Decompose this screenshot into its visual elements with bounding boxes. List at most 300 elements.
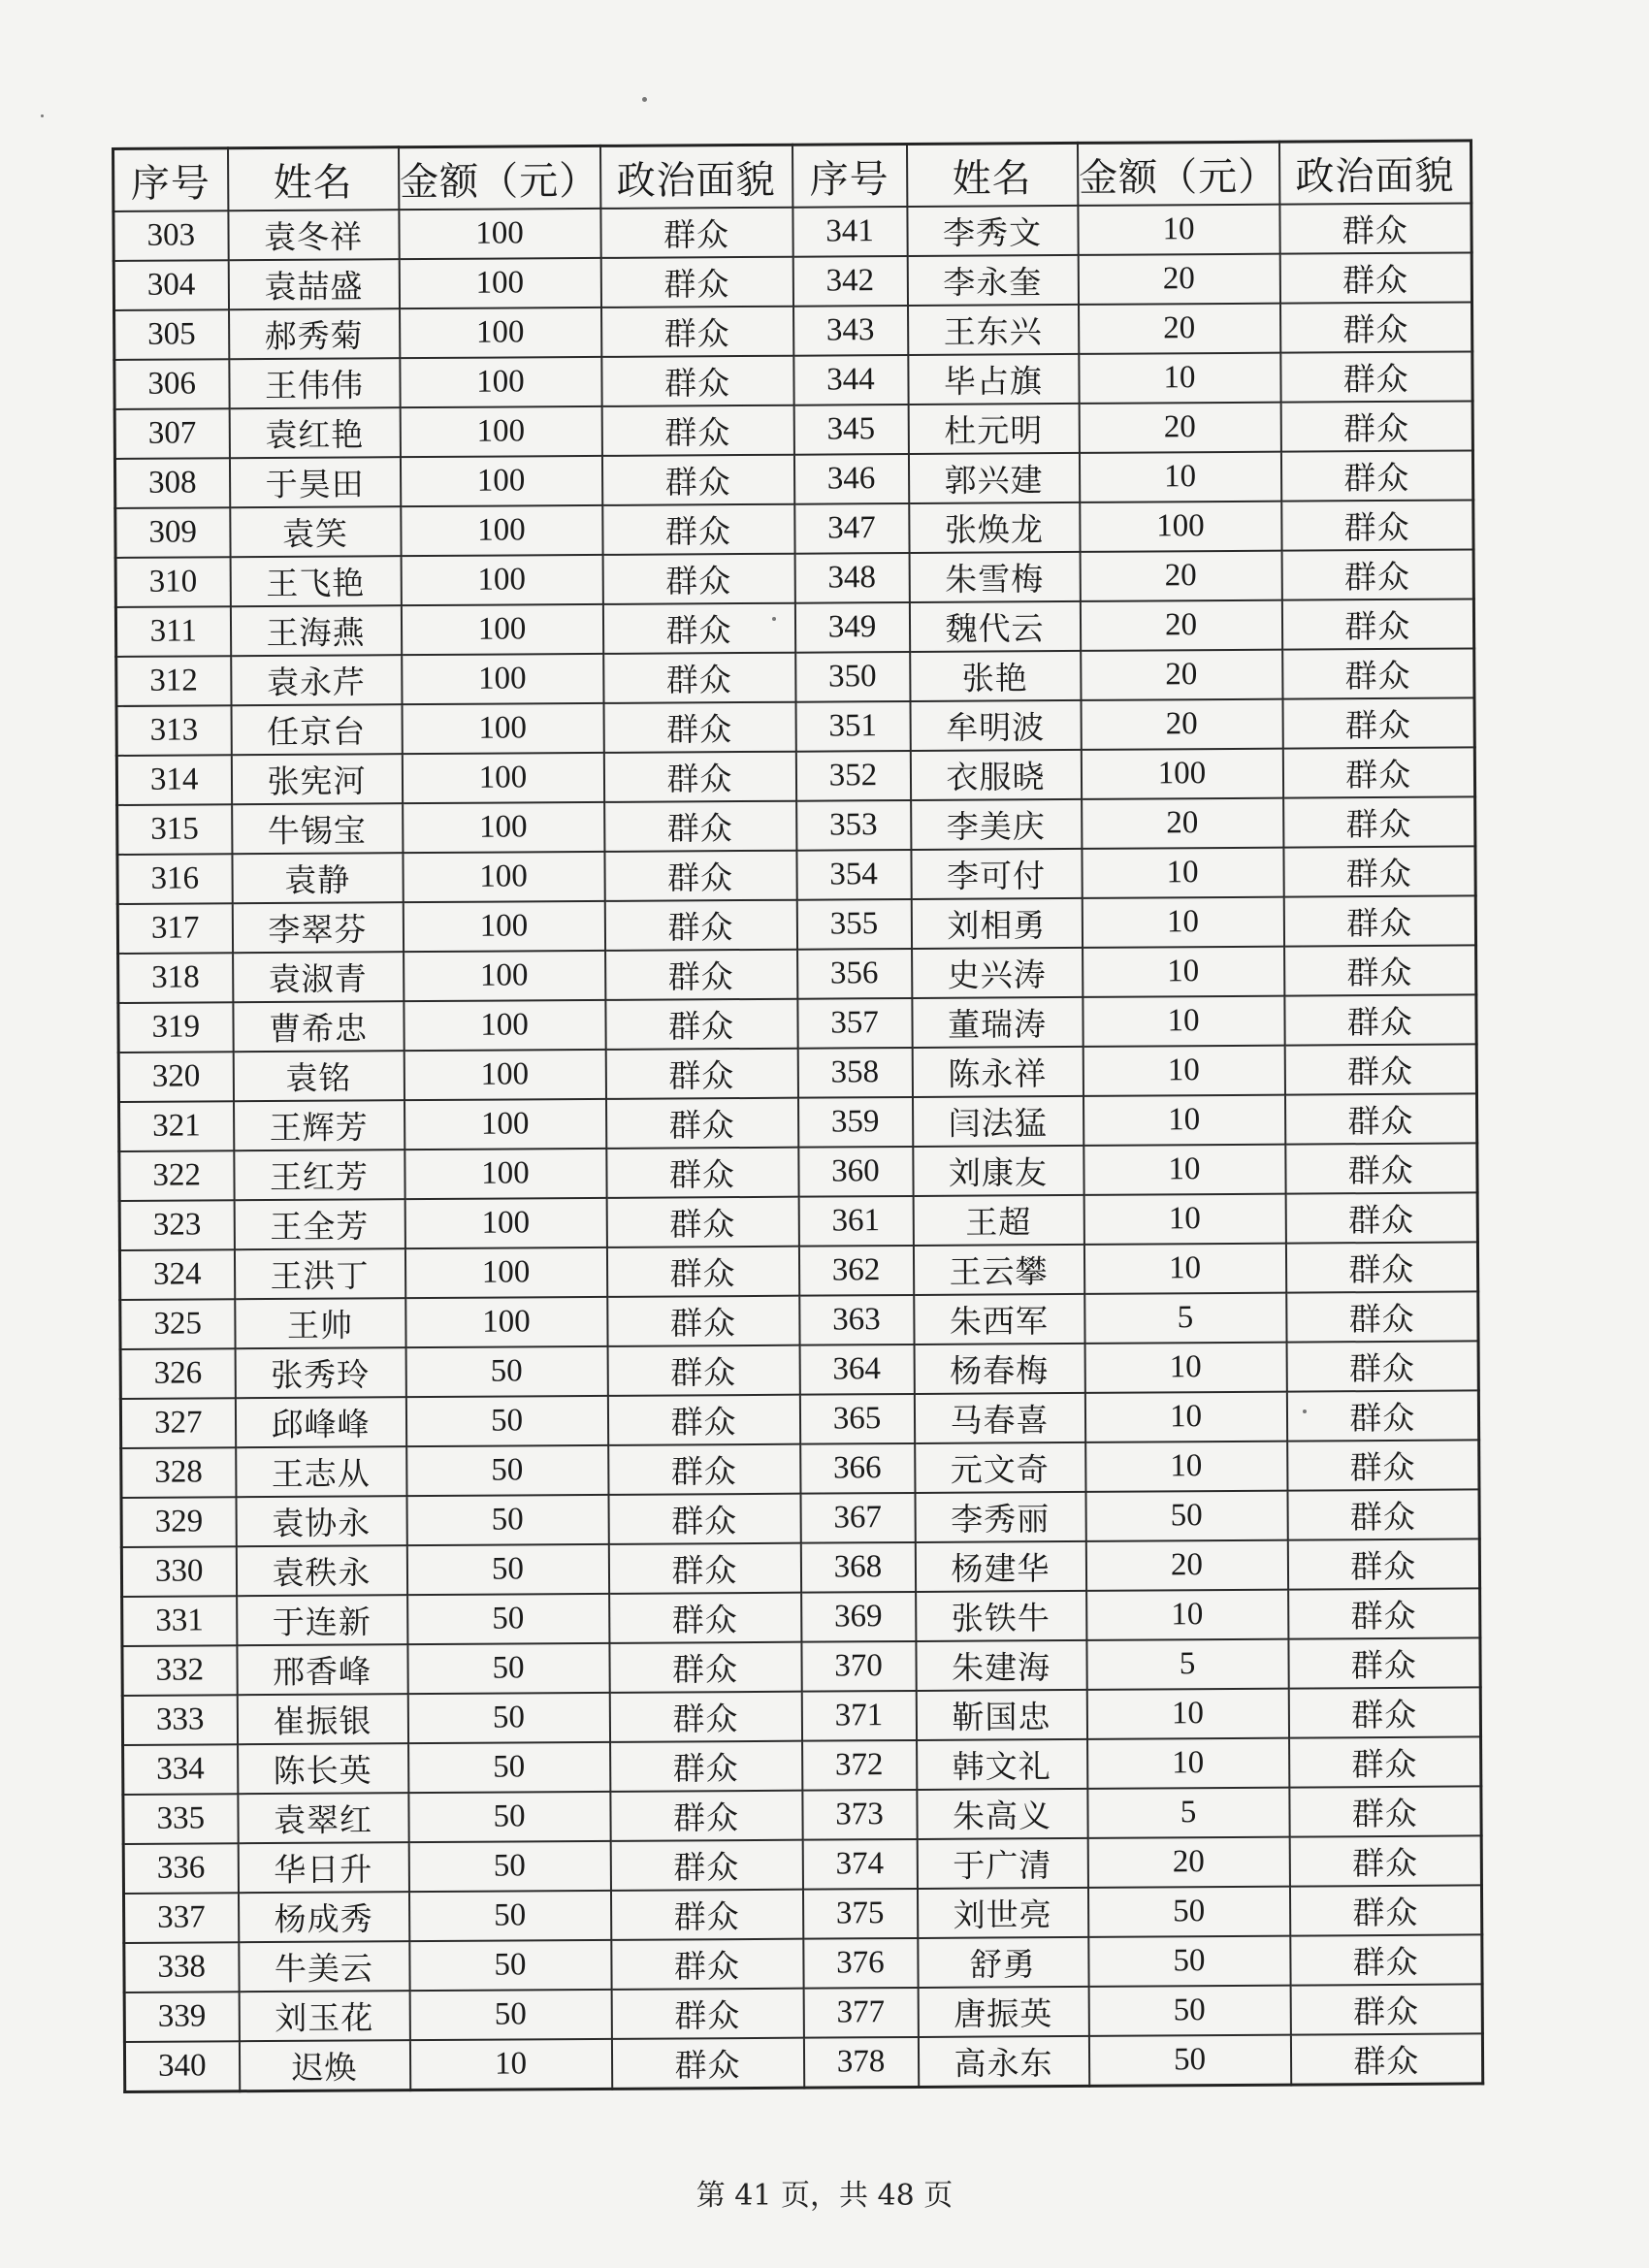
right-name-cell: 刘世亮 [917, 1888, 1087, 1938]
right-amount-cell: 20 [1080, 600, 1281, 651]
left-name-cell: 袁冬祥 [228, 210, 399, 260]
right-index-cell: 376 [803, 1938, 918, 1989]
left-amount-cell: 100 [403, 901, 604, 952]
left-index-cell: 314 [116, 755, 231, 805]
left-index-cell: 305 [114, 309, 229, 360]
right-amount-cell: 20 [1081, 650, 1282, 700]
left-political-status-cell: 群众 [601, 307, 793, 357]
left-name-cell: 牛锡宝 [232, 803, 403, 854]
right-political-status-cell: 群众 [1284, 945, 1476, 995]
right-amount-cell: 20 [1079, 403, 1280, 453]
right-name-cell: 王云攀 [913, 1245, 1083, 1295]
left-amount-cell: 50 [408, 1891, 610, 1941]
right-political-status-cell: 群众 [1284, 1044, 1476, 1094]
right-index-cell: 366 [800, 1443, 915, 1494]
left-name-cell: 王辉芳 [234, 1100, 404, 1150]
table-row [118, 1044, 1476, 1102]
right-index-cell: 347 [794, 503, 909, 554]
left-name-cell: 王全芳 [234, 1199, 404, 1249]
right-index-cell: 367 [800, 1493, 915, 1543]
right-amount-cell: 10 [1087, 1738, 1289, 1789]
header-political-status: 政治面貌 [599, 145, 792, 209]
table-row [113, 252, 1471, 310]
left-political-status-cell: 群众 [603, 752, 795, 802]
left-amount-cell: 100 [405, 1297, 607, 1347]
left-index-cell: 337 [123, 1893, 238, 1943]
left-index-cell: 336 [123, 1843, 238, 1894]
left-index-cell: 329 [121, 1497, 236, 1547]
left-political-status-cell: 群众 [604, 801, 796, 852]
right-index-cell: 378 [803, 2037, 918, 2088]
right-political-status-cell: 群众 [1284, 1093, 1476, 1144]
left-index-cell: 319 [118, 1002, 233, 1053]
left-name-cell: 牛美云 [239, 1941, 409, 1992]
left-name-cell: 袁静 [232, 853, 403, 903]
right-amount-cell: 10 [1083, 996, 1284, 1047]
left-name-cell: 华日升 [238, 1842, 408, 1893]
left-name-cell: 袁铭 [233, 1051, 404, 1101]
right-name-cell: 史兴涛 [912, 948, 1083, 998]
left-index-cell: 307 [114, 408, 229, 459]
left-name-cell: 邱峰峰 [235, 1397, 405, 1447]
left-name-cell: 袁秩永 [236, 1545, 406, 1596]
scan-speck [41, 114, 44, 117]
table-row [119, 1143, 1477, 1201]
right-amount-cell: 10 [1083, 1194, 1285, 1245]
table-row [123, 1786, 1481, 1844]
right-political-status-cell: 群众 [1288, 1637, 1480, 1688]
left-name-cell: 王伟伟 [229, 358, 400, 408]
right-amount-cell: 20 [1080, 551, 1281, 601]
right-index-cell: 361 [798, 1196, 913, 1247]
left-name-cell: 王志从 [236, 1446, 406, 1497]
left-index-cell: 317 [117, 903, 232, 954]
left-political-status-cell: 群众 [606, 1197, 798, 1247]
right-amount-cell: 10 [1085, 1442, 1287, 1492]
left-name-cell: 李翠芬 [232, 902, 403, 953]
right-political-status-cell: 群众 [1290, 2033, 1482, 2085]
left-amount-cell: 100 [404, 951, 605, 1001]
right-amount-cell: 10 [1083, 1046, 1284, 1096]
left-political-status-cell: 群众 [601, 455, 793, 505]
right-political-status-cell: 群众 [1288, 1687, 1480, 1737]
right-amount-cell: 20 [1082, 798, 1283, 849]
left-amount-cell: 100 [399, 209, 600, 259]
left-amount-cell: 100 [402, 703, 603, 754]
right-political-status-cell: 群众 [1280, 302, 1472, 352]
right-name-cell: 李秀丽 [915, 1492, 1085, 1542]
right-name-cell: 马春喜 [914, 1393, 1084, 1443]
right-index-cell: 350 [795, 652, 910, 702]
table-row [119, 1242, 1477, 1300]
right-political-status-cell: 群众 [1289, 1786, 1481, 1836]
left-amount-cell: 100 [403, 802, 604, 853]
table-row [116, 697, 1474, 756]
right-name-cell: 元文奇 [915, 1442, 1085, 1493]
table-row [118, 945, 1476, 1003]
right-index-cell: 372 [802, 1740, 917, 1791]
left-amount-cell: 50 [408, 1742, 610, 1793]
left-name-cell: 郝秀菊 [229, 308, 400, 359]
right-name-cell: 朱雪梅 [909, 552, 1080, 602]
right-amount-cell: 10 [1083, 1145, 1285, 1195]
table-row [122, 1588, 1480, 1646]
right-political-status-cell: 群众 [1284, 994, 1476, 1045]
left-political-status-cell: 群众 [610, 1741, 802, 1792]
left-political-status-cell: 群众 [609, 1692, 801, 1742]
right-amount-cell: 50 [1088, 2035, 1290, 2087]
right-amount-cell: 50 [1088, 1936, 1290, 1987]
right-name-cell: 郭兴建 [908, 453, 1079, 503]
right-political-status-cell: 群众 [1279, 252, 1471, 303]
left-index-cell: 332 [122, 1645, 237, 1696]
right-amount-cell: 100 [1081, 749, 1282, 799]
right-index-cell: 352 [795, 751, 910, 801]
right-name-cell: 于广清 [917, 1838, 1087, 1889]
right-political-status-cell: 群众 [1283, 846, 1475, 896]
left-name-cell: 袁笑 [230, 506, 401, 557]
left-amount-cell: 50 [407, 1693, 609, 1743]
left-political-status-cell: 群众 [604, 900, 796, 951]
left-political-status-cell: 群众 [600, 257, 792, 308]
left-political-status-cell: 群众 [602, 504, 794, 555]
right-index-cell: 341 [792, 207, 907, 257]
right-political-status-cell: 群众 [1283, 895, 1475, 946]
right-political-status-cell: 群众 [1290, 1934, 1482, 1985]
left-amount-cell: 100 [401, 604, 602, 655]
right-amount-cell: 20 [1079, 304, 1280, 354]
left-index-cell: 335 [123, 1794, 238, 1844]
table-header-row [113, 141, 1471, 211]
left-name-cell: 张秀玲 [235, 1347, 405, 1398]
left-index-cell: 322 [119, 1150, 234, 1201]
right-political-status-cell: 群众 [1281, 599, 1473, 649]
donation-sheet [112, 139, 1481, 2093]
right-name-cell: 衣服晓 [910, 750, 1081, 800]
right-amount-cell: 10 [1083, 1095, 1284, 1146]
right-political-status-cell: 群众 [1288, 1588, 1480, 1638]
left-index-cell: 330 [121, 1546, 236, 1597]
left-political-status-cell: 群众 [607, 1345, 799, 1396]
right-amount-cell: 50 [1087, 1887, 1289, 1937]
right-index-cell: 355 [796, 899, 911, 950]
left-amount-cell: 100 [399, 258, 600, 308]
right-name-cell: 杜元明 [908, 404, 1079, 454]
left-amount-cell: 50 [406, 1544, 608, 1595]
right-name-cell: 朱建海 [916, 1640, 1086, 1691]
header-amount: 金额（元） [1077, 142, 1278, 206]
table-row [113, 203, 1471, 261]
right-amount-cell: 5 [1086, 1639, 1288, 1690]
left-political-status-cell: 群众 [609, 1642, 801, 1693]
left-political-status-cell: 群众 [602, 603, 794, 654]
table-row [123, 1835, 1481, 1894]
table-body [113, 203, 1483, 2091]
left-political-status-cell: 群众 [610, 1840, 802, 1891]
right-political-status-cell: 群众 [1290, 1984, 1482, 2034]
right-name-cell: 李秀文 [907, 206, 1078, 256]
right-index-cell: 344 [793, 355, 908, 405]
table-row [124, 1934, 1482, 1993]
left-political-status-cell: 群众 [603, 702, 795, 753]
left-political-status-cell: 群众 [608, 1494, 800, 1544]
right-amount-cell: 20 [1087, 1837, 1289, 1888]
left-name-cell: 于连新 [237, 1595, 407, 1645]
left-index-cell: 328 [121, 1447, 236, 1498]
left-index-cell: 304 [113, 260, 228, 310]
left-name-cell: 崔振银 [237, 1694, 407, 1744]
table-row [121, 1489, 1479, 1547]
right-index-cell: 371 [801, 1691, 916, 1741]
left-name-cell: 张宪河 [231, 754, 402, 804]
left-political-status-cell: 群众 [609, 1593, 801, 1643]
right-amount-cell: 10 [1079, 452, 1280, 502]
right-name-cell: 李可付 [911, 849, 1082, 899]
left-political-status-cell: 群众 [605, 999, 797, 1050]
left-name-cell: 邢香峰 [237, 1644, 407, 1695]
left-index-cell: 303 [113, 211, 228, 261]
table-row [120, 1291, 1478, 1349]
left-political-status-cell: 群众 [610, 1890, 802, 1940]
right-name-cell: 张艳 [910, 651, 1081, 701]
right-amount-cell: 10 [1084, 1392, 1286, 1442]
left-index-cell: 333 [122, 1695, 237, 1745]
table-row [123, 1885, 1481, 1943]
left-amount-cell: 100 [402, 654, 603, 704]
left-name-cell: 袁协永 [236, 1496, 406, 1546]
left-amount-cell: 50 [408, 1841, 610, 1892]
right-index-cell: 351 [795, 701, 910, 752]
left-index-cell: 326 [120, 1348, 235, 1399]
right-name-cell: 李美庆 [911, 799, 1082, 850]
table-row [118, 994, 1476, 1053]
left-amount-cell: 50 [406, 1445, 608, 1496]
left-amount-cell: 100 [403, 852, 604, 902]
left-amount-cell: 100 [404, 1149, 606, 1199]
left-amount-cell: 100 [401, 555, 602, 605]
right-political-status-cell: 群众 [1282, 747, 1474, 797]
table-row [117, 846, 1475, 904]
right-amount-cell: 20 [1085, 1540, 1287, 1591]
scan-speck [772, 617, 776, 621]
left-index-cell: 308 [114, 458, 229, 508]
right-index-cell: 342 [792, 256, 907, 307]
left-index-cell: 338 [124, 1942, 239, 1993]
right-name-cell: 闫法猛 [912, 1096, 1083, 1147]
right-amount-cell: 20 [1078, 254, 1279, 305]
left-name-cell: 袁喆盛 [228, 259, 399, 309]
left-political-status-cell: 群众 [605, 950, 797, 1000]
header-amount: 金额（元） [399, 146, 600, 210]
left-political-status-cell: 群众 [606, 1098, 798, 1149]
left-name-cell: 于昊田 [229, 457, 400, 507]
right-index-cell: 345 [793, 405, 908, 455]
right-name-cell: 朱高义 [917, 1789, 1087, 1839]
right-political-status-cell: 群众 [1286, 1390, 1478, 1441]
left-name-cell: 袁永芹 [231, 655, 402, 705]
right-amount-cell: 10 [1086, 1689, 1288, 1739]
left-index-cell: 323 [119, 1200, 234, 1250]
left-name-cell: 刘玉花 [239, 1991, 409, 2041]
left-political-status-cell: 群众 [601, 356, 793, 406]
right-index-cell: 373 [802, 1790, 917, 1840]
right-index-cell: 362 [798, 1246, 913, 1296]
table-row [114, 351, 1472, 409]
right-name-cell: 朱西军 [914, 1294, 1084, 1345]
right-amount-cell: 10 [1086, 1590, 1288, 1640]
table-row [124, 1984, 1482, 2042]
right-name-cell: 刘康友 [913, 1146, 1083, 1196]
left-political-status-cell: 群众 [602, 554, 794, 604]
table-row [122, 1687, 1480, 1745]
right-political-status-cell: 群众 [1279, 203, 1471, 253]
left-index-cell: 313 [116, 705, 231, 756]
left-amount-cell: 50 [405, 1346, 607, 1397]
right-name-cell: 牟明波 [910, 700, 1081, 751]
right-political-status-cell: 群众 [1280, 401, 1472, 451]
right-amount-cell: 10 [1082, 848, 1283, 898]
table-row [121, 1539, 1479, 1597]
left-political-status-cell: 群众 [611, 1989, 803, 2039]
right-amount-cell: 5 [1084, 1293, 1286, 1344]
left-amount-cell: 100 [400, 406, 601, 457]
left-political-status-cell: 群众 [611, 1939, 803, 1990]
scan-speck [1303, 1409, 1307, 1413]
right-name-cell: 刘相勇 [911, 898, 1082, 949]
left-index-cell: 327 [120, 1398, 235, 1448]
left-index-cell: 325 [120, 1299, 235, 1349]
right-index-cell: 358 [797, 1048, 912, 1098]
right-name-cell: 魏代云 [909, 601, 1080, 652]
table-row [117, 796, 1475, 855]
left-index-cell: 316 [117, 854, 232, 904]
left-amount-cell: 100 [402, 753, 603, 803]
header-name: 姓名 [906, 143, 1077, 207]
left-political-status-cell: 群众 [601, 405, 793, 456]
left-political-status-cell: 群众 [605, 1049, 797, 1099]
left-amount-cell: 100 [400, 308, 601, 358]
left-name-cell: 袁红艳 [229, 407, 400, 458]
left-political-status-cell: 群众 [604, 851, 796, 901]
left-name-cell: 王洪丁 [234, 1248, 404, 1299]
table-row [121, 1440, 1479, 1498]
left-amount-cell: 50 [407, 1594, 609, 1644]
left-amount-cell: 50 [405, 1396, 607, 1446]
right-political-status-cell: 群众 [1289, 1885, 1481, 1935]
left-index-cell: 318 [118, 953, 233, 1003]
right-index-cell: 369 [801, 1592, 916, 1642]
page-number: 第 41 页，共 48 页 [695, 2179, 954, 2213]
table-row [115, 549, 1473, 607]
table-row [120, 1341, 1478, 1399]
left-political-status-cell: 群众 [608, 1444, 800, 1495]
left-index-cell: 320 [118, 1052, 233, 1102]
right-name-cell: 张焕龙 [909, 502, 1080, 553]
right-index-cell: 375 [802, 1889, 917, 1939]
right-political-status-cell: 群众 [1281, 549, 1473, 599]
right-name-cell: 陈永祥 [912, 1047, 1083, 1097]
left-amount-cell: 50 [406, 1495, 608, 1545]
right-political-status-cell: 群众 [1285, 1143, 1477, 1193]
left-name-cell: 王帅 [235, 1298, 405, 1348]
right-index-cell: 368 [800, 1542, 915, 1593]
right-index-cell: 374 [802, 1839, 917, 1890]
left-amount-cell: 50 [409, 1940, 611, 1991]
right-index-cell: 349 [794, 602, 909, 653]
left-amount-cell: 50 [408, 1792, 610, 1842]
right-name-cell: 高永东 [918, 2036, 1088, 2088]
table-row [120, 1390, 1478, 1448]
right-amount-cell: 10 [1079, 353, 1280, 404]
header-index: 序号 [792, 144, 906, 207]
right-name-cell: 毕占旗 [908, 354, 1079, 405]
right-name-cell: 董瑞涛 [912, 997, 1083, 1048]
left-name-cell: 王红芳 [234, 1150, 404, 1200]
left-name-cell: 王飞艳 [230, 556, 401, 606]
table-row [116, 747, 1474, 805]
right-political-status-cell: 群众 [1282, 648, 1474, 698]
right-amount-cell: 10 [1078, 205, 1279, 255]
table-row [114, 401, 1472, 459]
left-name-cell: 袁翠红 [238, 1793, 408, 1843]
right-political-status-cell: 群众 [1280, 351, 1472, 402]
table-row [122, 1637, 1480, 1696]
right-political-status-cell: 群众 [1281, 500, 1473, 550]
right-political-status-cell: 群众 [1289, 1736, 1481, 1787]
header-index: 序号 [113, 148, 228, 211]
left-name-cell: 王海燕 [230, 605, 401, 656]
left-name-cell: 曹希忠 [233, 1001, 404, 1052]
right-political-status-cell: 群众 [1287, 1539, 1479, 1589]
right-amount-cell: 10 [1083, 1244, 1285, 1294]
left-political-status-cell: 群众 [606, 1247, 798, 1297]
left-index-cell: 324 [119, 1249, 234, 1300]
left-amount-cell: 100 [400, 456, 601, 506]
right-political-status-cell: 群众 [1283, 796, 1475, 847]
right-political-status-cell: 群众 [1289, 1835, 1481, 1886]
right-political-status-cell: 群众 [1280, 450, 1472, 501]
left-amount-cell: 100 [401, 505, 602, 556]
right-name-cell: 李永奎 [907, 255, 1078, 306]
left-name-cell: 陈长英 [238, 1743, 408, 1794]
right-amount-cell: 100 [1080, 502, 1281, 552]
right-index-cell: 364 [799, 1345, 914, 1395]
left-amount-cell: 50 [407, 1643, 609, 1694]
left-political-status-cell: 群众 [606, 1148, 798, 1198]
right-index-cell: 356 [797, 949, 912, 999]
left-amount-cell: 50 [409, 1990, 611, 2040]
right-index-cell: 363 [799, 1295, 914, 1345]
right-political-status-cell: 群众 [1286, 1341, 1478, 1391]
right-amount-cell: 20 [1081, 699, 1282, 750]
left-index-cell: 309 [115, 507, 230, 558]
right-political-status-cell: 群众 [1285, 1242, 1477, 1292]
table-row [119, 1093, 1477, 1151]
table-row [114, 302, 1472, 360]
left-name-cell: 袁淑青 [233, 952, 404, 1002]
left-amount-cell: 100 [404, 1050, 605, 1100]
right-amount-cell: 10 [1082, 897, 1283, 948]
right-political-status-cell: 群众 [1285, 1192, 1477, 1243]
right-amount-cell: 5 [1087, 1788, 1289, 1838]
left-political-status-cell: 群众 [607, 1296, 799, 1346]
right-amount-cell: 10 [1084, 1343, 1286, 1393]
table-row [116, 648, 1474, 706]
left-name-cell: 任京台 [231, 704, 402, 755]
left-index-cell: 340 [124, 2041, 239, 2091]
left-political-status-cell: 群众 [603, 653, 795, 703]
left-amount-cell: 100 [404, 1099, 606, 1150]
